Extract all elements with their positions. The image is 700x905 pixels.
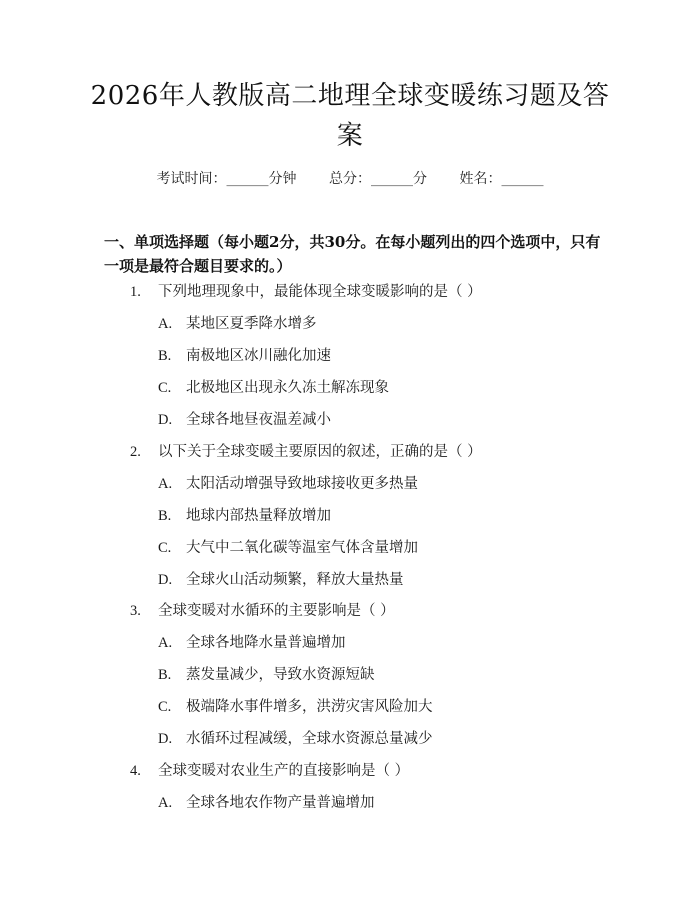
question-3-option-a — [158, 633, 598, 653]
option-letter: B. — [158, 667, 172, 683]
option-letter: C. — [158, 699, 172, 715]
section-heading: 一、单项选择题（每小题2分，共30分。在每小题列出的四个选项中，只有一项是最符合题目要求的。） — [104, 233, 601, 275]
question-text: 全球变暖对水循环的主要影响是（ ） — [158, 603, 395, 619]
option-text: 某地区夏季降水增多 — [186, 316, 317, 332]
option-letter: D. — [158, 731, 173, 747]
question-3 — [130, 601, 600, 621]
question-number: 1. — [130, 284, 141, 300]
option-text: 全球各地昼夜温差减小 — [186, 412, 331, 428]
question-number: 3. — [130, 603, 141, 619]
option-text: 南极地区冰川融化加速 — [186, 348, 331, 364]
question-1-option-d — [158, 410, 598, 430]
question-2-option-c — [158, 538, 598, 558]
exam-meta — [0, 168, 700, 188]
option-text: 极端降水事件增多，洪涝灾害风险加大 — [186, 699, 433, 715]
option-text: 太阳活动增强导致地球接收更多热量 — [186, 476, 418, 492]
question-2-option-b — [158, 506, 598, 526]
question-3-option-b — [158, 665, 598, 685]
document-title: 2026年人教版高二地理全球变暖练习题及答案 — [90, 81, 610, 151]
option-letter: A. — [158, 635, 173, 651]
option-letter: D. — [158, 572, 173, 588]
option-text: 地球内部热量释放增加 — [186, 508, 331, 524]
question-2-option-a — [158, 474, 598, 494]
option-text: 大气中二氧化碳等温室气体含量增加 — [186, 540, 418, 556]
question-2-option-d — [158, 570, 598, 590]
option-letter: C. — [158, 380, 172, 396]
student-name-label: 姓名：______ — [459, 171, 544, 187]
question-4 — [130, 761, 600, 781]
question-text: 全球变暖对农业生产的直接影响是（ ） — [158, 763, 410, 779]
question-1-option-a — [158, 314, 598, 334]
option-text: 全球火山活动频繁，释放大量热量 — [186, 572, 404, 588]
option-text: 全球各地农作物产量普遍增加 — [186, 795, 375, 811]
total-score-field — [329, 168, 427, 188]
option-letter: A. — [158, 795, 173, 811]
question-1 — [130, 282, 600, 302]
student-name-field — [459, 168, 543, 188]
question-4-option-a — [158, 793, 598, 813]
exam-time-label: 考试时间：______分钟 — [156, 171, 297, 187]
question-3-option-c — [158, 697, 598, 717]
question-1-option-b — [158, 346, 598, 366]
option-letter: B. — [158, 348, 172, 364]
option-letter: B. — [158, 508, 172, 524]
option-letter: C. — [158, 540, 172, 556]
question-1-option-c — [158, 378, 598, 398]
question-number: 2. — [130, 444, 141, 460]
option-text: 蒸发量减少，导致水资源短缺 — [186, 667, 375, 683]
question-text: 下列地理现象中，最能体现全球变暖影响的是（ ） — [158, 284, 482, 300]
option-letter: D. — [158, 412, 173, 428]
exam-time-field — [157, 168, 297, 188]
option-text: 水循环过程减缓，全球水资源总量减少 — [186, 731, 433, 747]
option-letter: A. — [158, 476, 173, 492]
total-score-label: 总分：______分 — [329, 171, 427, 187]
option-text: 北极地区出现永久冻土解冻现象 — [186, 380, 389, 396]
question-text: 以下关于全球变暖主要原因的叙述，正确的是（ ） — [158, 444, 482, 460]
question-number: 4. — [130, 763, 141, 779]
option-text: 全球各地降水量普遍增加 — [186, 635, 346, 651]
option-letter: A. — [158, 316, 173, 332]
question-3-option-d — [158, 729, 598, 749]
question-2 — [130, 442, 600, 462]
